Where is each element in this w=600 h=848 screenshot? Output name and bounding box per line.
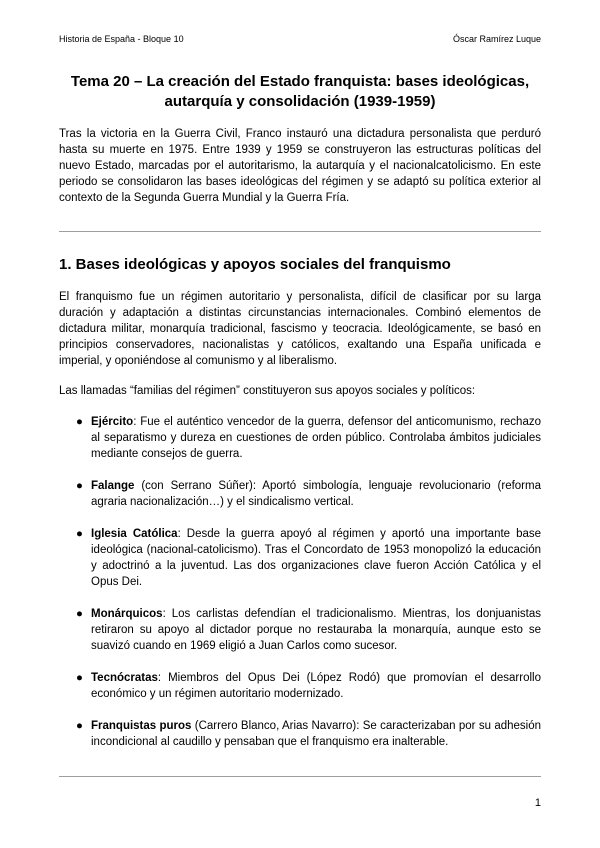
list-item — [59, 478, 541, 510]
regime-families-list — [59, 414, 541, 766]
family-description: (con Serrano Súñer): Aportó simbología, lenguaje revolucionario (reforma agraria nacionalización…) y el sindicalismo vertical. — [91, 480, 541, 508]
list-item — [59, 414, 541, 462]
section-divider-bottom — [59, 776, 541, 777]
list-item — [59, 606, 541, 654]
section-divider-top — [59, 231, 541, 232]
list-item — [59, 526, 541, 590]
list-item — [59, 670, 541, 702]
document-title: Tema 20 – La creación del Estado franquista: bases ideológicas, autarquía y consolidación (1939-1959) — [70, 73, 530, 110]
family-description: : Fue el auténtico vencedor de la guerra, defensor del anticomunismo, rechazo al separatismo y dureza en cuestiones de orden público. Controlaba ámbitos judiciales mediante consejos de guerra. — [91, 416, 541, 460]
header-author: Óscar Ramírez Luque — [452, 34, 541, 44]
section-paragraph-2: Las llamadas “familias del régimen” constituyeron sus apoyos sociales y políticos: — [59, 385, 476, 397]
family-name: Ejército — [91, 416, 134, 428]
family-description: (Carrero Blanco, Arias Navarro): Se caracterizaban por su adhesión incondicional al caudillo y pensaban que el franquismo era inalterable. — [91, 720, 541, 748]
bullet-icon: ● — [76, 672, 83, 684]
family-name: Falange — [91, 480, 135, 492]
page-number: 1 — [534, 797, 541, 809]
bullet-icon: ● — [76, 480, 83, 492]
bullet-icon: ● — [76, 608, 83, 620]
header-course: Historia de España - Bloque 10 — [59, 34, 184, 44]
section-paragraph-1: El franquismo fue un régimen autoritario y personalista, difícil de clasificar por su larga duración y adaptación a distintas circunstancias internacionales. Combinó elementos de dictadura militar, monarquía tradicional, fascismo y teocracia. Ideológicamente, se basó en principios conservadores, nacionalistas y católicos, exaltando una España unificada e imperial, y oponiéndose al comunismo y al liberalismo. — [59, 291, 541, 367]
family-name: Iglesia Católica — [91, 528, 178, 540]
family-description: : Miembros del Opus Dei (López Rodó) que promovían el desarrollo económico y un régimen autoritario modernizado. — [91, 672, 541, 700]
section-heading: 1. Bases ideológicas y apoyos sociales del franquismo — [59, 256, 451, 273]
intro-paragraph: Tras la victoria en la Guerra Civil, Franco instauró una dictadura personalista que perduró hasta su muerte en 1975. Entre 1939 y 1959 se construyeron las estructuras políticas del nuevo Estado, marcadas por el autoritarismo, la autarquía y el nacionalcatolicismo. En este periodo se consolidaron las bases ideológicas del régimen y se adaptó su política exterior al contexto de la Segunda Guerra Mundial y la Guerra Fría. — [59, 128, 541, 204]
family-description: : Los carlistas defendían el tradicionalismo. Mientras, los donjuanistas retiraron su apoyo al dictador porque no restauraba la monarquía, aunque esto se suavizó cuando en 1969 eligió a Juan Carlos como sucesor. — [91, 608, 541, 652]
bullet-icon: ● — [76, 528, 83, 540]
list-item — [59, 718, 541, 750]
page-header — [59, 34, 541, 44]
bullet-icon: ● — [76, 416, 83, 428]
family-name: Franquistas puros — [91, 720, 192, 732]
family-name: Tecnócratas — [91, 672, 158, 684]
bullet-icon: ● — [76, 720, 83, 732]
family-name: Monárquicos — [91, 608, 163, 620]
family-description: : Desde la guerra apoyó al régimen y aportó una importante base ideológica (nacional-catolicismo). Tras el Concordato de 1953 monopolizó la educación y adoctrinó a la juventud. Las dos organizaciones clave fueron Acción Católica y el Opus Dei. — [91, 528, 542, 588]
